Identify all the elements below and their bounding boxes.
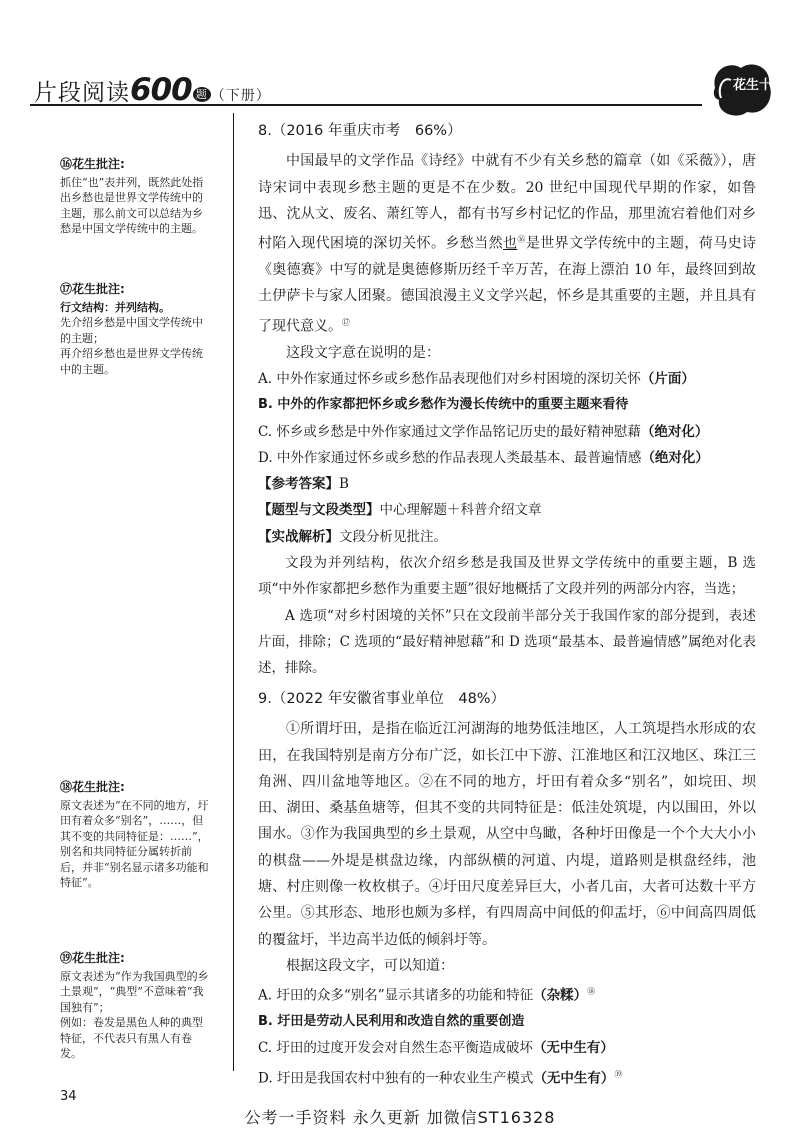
option-b: B. 圩田是劳动人民利用和改造自然的重要创造 <box>258 1014 525 1030</box>
book-title <box>34 72 271 108</box>
note-19 <box>60 951 210 1062</box>
note-17 <box>60 282 210 377</box>
note-16 <box>60 157 210 237</box>
note-text: 原文表述为“在不同的地方，圩田有着众多“别名”，……，但其不变的共同特征是：……”，别名和共同特征分属转折前后，并非“别名显示诸多功能和特征”。 <box>60 798 209 889</box>
reference-answer: 【参考答案】B <box>258 476 349 493</box>
option-a: A. 中外作家通过怀乡或乡愁作品表现他们对乡村困境的深切关怀（片面） <box>258 370 695 387</box>
note-text: 例如：卷发是黑色人种的典型特征，不代表只有黑人有卷发。 <box>60 1016 203 1060</box>
note-heading: ⑲花生批注: <box>60 951 125 965</box>
passage: 中国最早的文学作品《诗经》中就有不少有关乡愁的篇章（如《采薇》），唐诗宋词中表现乡愁主题的更是不在少数。20 世纪中国现代早期的作家，如鲁迅、沈从文、废名、萧红等人，都有书写乡村记忆的作品，那里流宕着他们对乡村陷入现代困境的深切关怀。乡愁当然也⑯是世界文学传统中的主题，荷马史诗《奥德赛》中写的就是奥德修斯历经千辛万苦，在海上漂泊 10 年，最终回到故土伊萨卡与家人团聚。德国浪漫主义文学兴起，怀乡是其重要的主题，并且具有了现代意义。⑰ <box>258 153 757 335</box>
title-number: 600 <box>130 72 192 108</box>
option-d: D. 中外作家通过怀乡或乡愁的作品表现人类最基本、最普遍情感（绝对化） <box>258 449 709 466</box>
question-type: 【题型与文段类型】中心理解题＋科普介绍文章 <box>258 502 542 519</box>
note-heading: ⑱花生批注: <box>60 780 125 794</box>
marker-19: ⑲ <box>614 1069 623 1079</box>
note-text: 先介绍乡愁是中国文学传统中的主题； <box>60 316 203 345</box>
question-stem: 这段文字意在说明的是： <box>286 344 440 361</box>
column-divider <box>233 113 234 1071</box>
volume-label: （下册） <box>210 88 271 104</box>
brand-name: 花生十三 <box>733 78 786 93</box>
question-stem: 根据这段文字，可以知道： <box>286 957 454 974</box>
note-text: 原文表述为“作为我国典型的乡土景观”，“典型”不意味着“我国独有”； <box>60 969 209 1014</box>
header-rule <box>30 104 702 106</box>
option-a: A. 圩田的众多“别名”显示其诸多的功能和特征（杂糅）⑱ <box>258 987 596 1004</box>
note-text: 行文结构：并列结构。 <box>60 300 170 314</box>
option-c: C. 怀乡或乡愁是中外作家通过文学作品铭记历史的最好精神慰藉（绝对化） <box>258 423 709 440</box>
note-text: 抓住“也”表并列，既然此处指出乡愁也是世界文学传统中的主题，那么前文可以总结为乡愁是中国文学传统中的主题。 <box>60 175 204 235</box>
title-ti-badge: 题 <box>193 87 211 102</box>
question-8 <box>258 118 756 682</box>
passage: ①所谓圩田，是指在临近江河湖海的地势低洼地区，人工筑堤挡水形成的农田，在我国特别是南方分布广泛，如长江中下游、江淮地区和江汉地区、珠江三角洲、四川盆地等地区。②在不同的地方，圩田有着众多“别名”，如垸田、坝田、湖田、桑基鱼塘等，但其不变的共同特征是：低洼处筑堤，内以围田，外以围水。③作为我国典型的乡土景观，从空中鸟瞰，各种圩田像是一个个大大小小的棋盘——外堤是棋盘边缘，内部纵横的河道、内堤，道路则是棋盘经纬，池塘、村庄则像一枚枚棋子。④圩田尺度差异巨大，小者几亩，大者可达数十平方公里。⑤其形态、地形也颇为多样，有四周高中间低的仰盂圩，⑥中间高四周低的覆盆圩，半边高半边低的倾斜圩等。 <box>258 721 756 948</box>
analysis: 【实战解析】文段分析见批注。 <box>258 528 447 545</box>
page-number: 34 <box>60 1089 77 1104</box>
question-heading: 9.（2022 年安徽省事业单位 48%） <box>258 691 506 707</box>
option-c: C. 圩田的过度开发会对自然生态平衡造成破坏（无中生有） <box>258 1040 614 1057</box>
marker-18: ⑱ <box>587 987 596 997</box>
note-18 <box>60 780 210 891</box>
keyword-ye: 也 <box>503 235 518 252</box>
explanation-1: 文段为并列结构，依次介绍乡愁是我国及世界文学传统中的重要主题，B 选项“中外作家都把乡愁作为重要主题”很好地概括了文段并列的两部分内容，当选； <box>258 555 756 598</box>
question-9 <box>258 686 756 1091</box>
question-heading: 8.（2016 年重庆市考 66%） <box>258 123 462 139</box>
explanation-2: A 选项“对乡村困境的关怀”只在文段前半部分关于我国作家的部分提到，表述片面，排除；C 选项的“最好精神慰藉”和 D 选项“最基本、最普遍情感”属绝对化表述，排除。 <box>258 607 756 677</box>
note-text: 再介绍乡愁也是世界文学传统中的主题。 <box>60 347 203 376</box>
marker-16: ⑯ <box>517 235 526 245</box>
marker-17: ⑰ <box>342 317 350 327</box>
option-b: B. 中外的作家都把怀乡或乡愁作为漫长传统中的重要主题来看待 <box>258 397 629 413</box>
note-heading: ⑯花生批注: <box>60 157 125 171</box>
title-prefix: 片段阅读 <box>34 80 130 106</box>
note-heading: ⑰花生批注: <box>60 282 125 296</box>
footer-watermark: 公考一手资料 永久更新 加微信ST16328 <box>244 1108 556 1127</box>
option-d: D. 圩田是我国农村中独有的一种农业生产模式（无中生有）⑲ <box>258 1069 623 1087</box>
